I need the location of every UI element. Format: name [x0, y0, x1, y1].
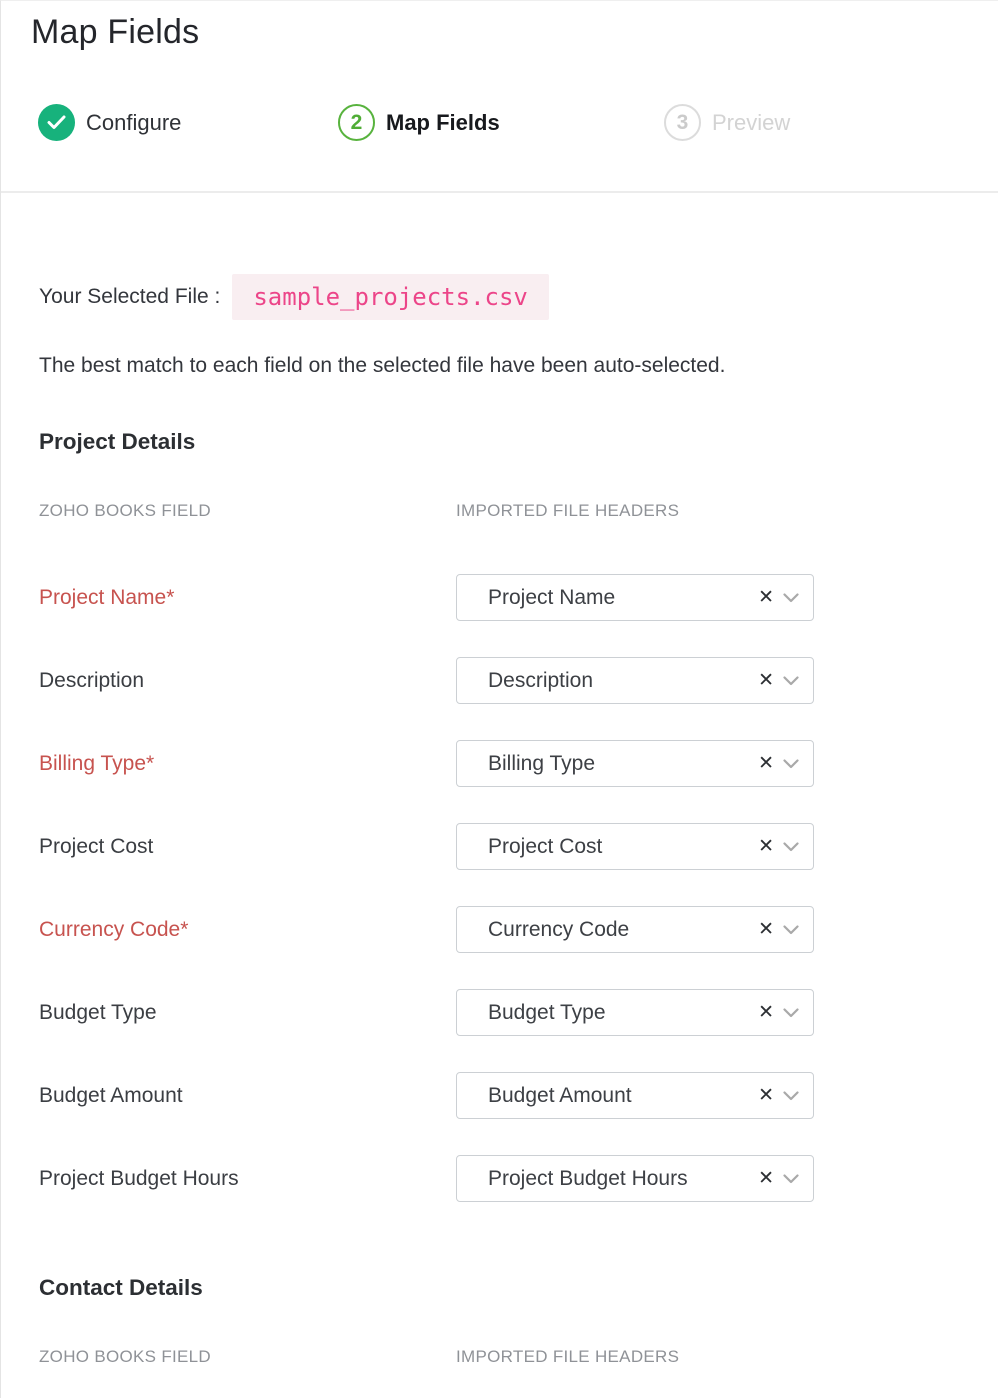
required-marker: * — [166, 585, 175, 609]
column-header-zoho-books-field: ZOHO BOOKS FIELD — [39, 501, 211, 520]
chevron-down-icon[interactable] — [783, 676, 799, 686]
imported-header-select[interactable] — [456, 906, 814, 953]
mapping-row — [1, 574, 998, 657]
chevron-down-icon[interactable] — [783, 1091, 799, 1101]
chevron-down-icon[interactable] — [783, 593, 799, 603]
mapping-row — [1, 657, 998, 740]
section-title: Contact Details — [39, 1275, 203, 1300]
chevron-down-icon[interactable] — [783, 1174, 799, 1184]
mapping-row — [1, 989, 998, 1072]
column-header-zoho-books-field: ZOHO BOOKS FIELD — [39, 1347, 211, 1366]
imported-header-value: Project Budget Hours — [488, 1166, 688, 1190]
imported-header-value: Budget Amount — [488, 1083, 632, 1107]
chevron-down-icon[interactable] — [783, 759, 799, 769]
column-headers — [39, 501, 998, 521]
zoho-field-label: Project Budget Hours — [39, 1166, 239, 1190]
page-title: Map Fields — [31, 13, 200, 51]
imported-header-value: Billing Type — [488, 751, 596, 775]
imported-header-value: Description — [488, 668, 594, 692]
imported-header-value: Budget Type — [488, 1000, 606, 1024]
step-map-fields[interactable] — [338, 104, 664, 141]
imported-header-select[interactable] — [456, 989, 814, 1036]
zoho-field-label: Budget Type — [39, 1000, 157, 1024]
mapping-rows — [1, 574, 998, 1238]
zoho-field-label: Project Name* — [39, 585, 175, 609]
imported-header-value: Project Name — [488, 585, 616, 609]
imported-header-select[interactable] — [456, 657, 814, 704]
chevron-down-icon[interactable] — [783, 925, 799, 935]
clear-selection-icon[interactable]: ✕ — [758, 753, 774, 774]
clear-selection-icon[interactable]: ✕ — [758, 919, 774, 940]
clear-selection-icon[interactable]: ✕ — [758, 670, 774, 691]
column-header-imported-file-headers: IMPORTED FILE HEADERS — [456, 1347, 680, 1366]
column-headers — [39, 1347, 998, 1367]
mapping-row — [1, 1072, 998, 1155]
step-3-number: 3 — [664, 104, 701, 141]
sections — [1, 427, 998, 1367]
imported-header-select[interactable] — [456, 1072, 814, 1119]
clear-selection-icon[interactable]: ✕ — [758, 1085, 774, 1106]
clear-selection-icon[interactable]: ✕ — [758, 587, 774, 608]
mapping-row — [1, 906, 998, 989]
field-section — [1, 1273, 998, 1367]
zoho-field-label: Billing Type* — [39, 751, 155, 775]
chevron-down-icon[interactable] — [783, 1008, 799, 1018]
step-preview — [664, 104, 790, 141]
step-preview-label: Preview — [712, 109, 791, 135]
zoho-field-label: Description — [39, 668, 145, 692]
imported-header-select[interactable] — [456, 574, 814, 621]
stepper — [38, 104, 998, 141]
clear-selection-icon[interactable]: ✕ — [758, 836, 774, 857]
zoho-field-label: Budget Amount — [39, 1083, 183, 1107]
step-configure[interactable] — [38, 104, 338, 141]
auto-select-info: The best match to each field on the selected file have been auto-selected. — [39, 354, 726, 377]
mapping-row — [1, 740, 998, 823]
check-icon — [38, 104, 75, 141]
selected-file-name: sample_projects.csv — [232, 274, 549, 320]
chevron-down-icon[interactable] — [783, 842, 799, 852]
clear-selection-icon[interactable]: ✕ — [758, 1168, 774, 1189]
mapping-row — [1, 1155, 998, 1238]
clear-selection-icon[interactable]: ✕ — [758, 1002, 774, 1023]
imported-header-select[interactable] — [456, 1155, 814, 1202]
imported-header-select[interactable] — [456, 823, 814, 870]
step-map-fields-label: Map Fields — [386, 109, 500, 135]
required-marker: * — [180, 917, 189, 941]
selected-file-label: Your Selected File : — [39, 285, 221, 308]
zoho-field-label: Currency Code* — [39, 917, 189, 941]
section-title: Project Details — [39, 429, 196, 454]
field-section — [1, 427, 998, 1238]
zoho-field-label: Project Cost — [39, 834, 154, 858]
mapping-row — [1, 823, 998, 906]
header-divider — [1, 191, 998, 193]
imported-header-value: Currency Code — [488, 917, 630, 941]
step-configure-label: Configure — [86, 109, 182, 135]
imported-header-value: Project Cost — [488, 834, 603, 858]
selected-file-row — [39, 274, 998, 320]
required-marker: * — [146, 751, 155, 775]
step-2-number: 2 — [338, 104, 375, 141]
column-header-imported-file-headers: IMPORTED FILE HEADERS — [456, 501, 680, 520]
imported-header-select[interactable] — [456, 740, 814, 787]
